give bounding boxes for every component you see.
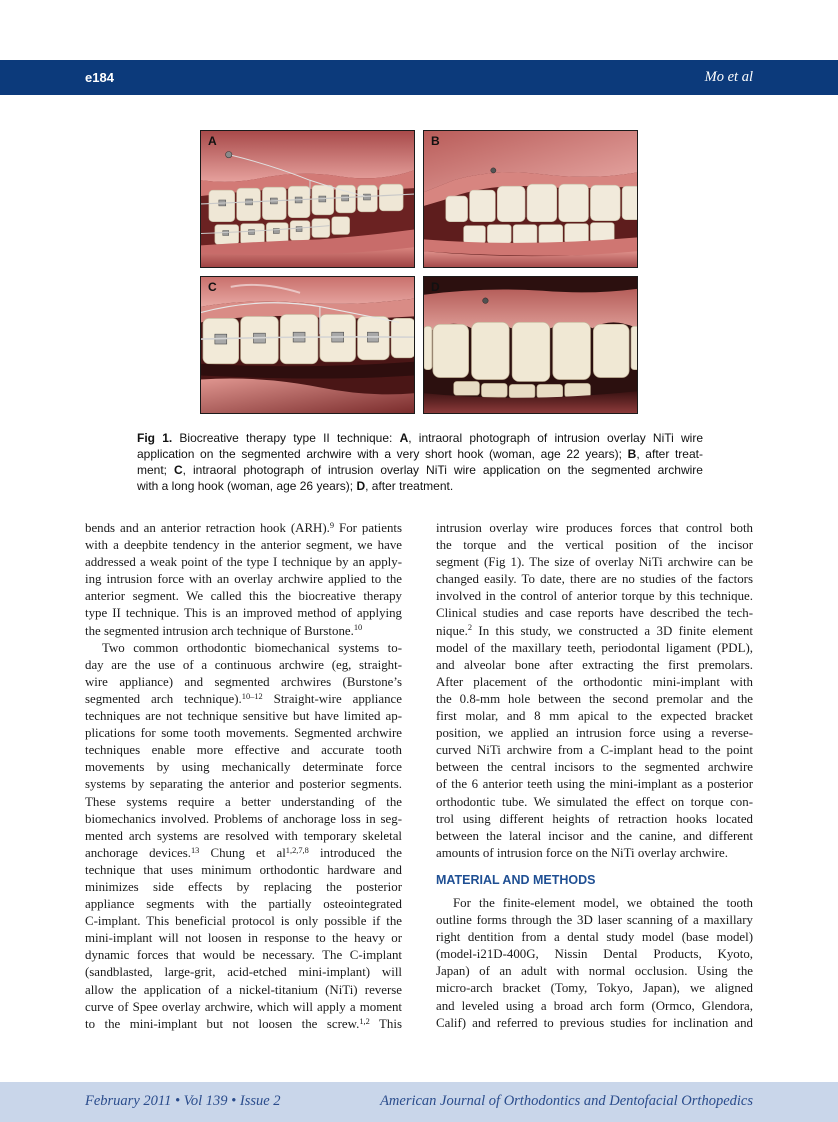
- text-line: [436, 725, 753, 742]
- text-run: trol using different heights of retraction hooks located: [436, 811, 753, 826]
- text-line: [85, 999, 402, 1016]
- text-run: to the mini-implant but not loosen the screw.: [85, 1016, 360, 1031]
- text-run: mini-implant will not loosen in response to the heavy or: [85, 931, 402, 946]
- text-line: [436, 520, 753, 537]
- text-run: introduced the: [308, 845, 402, 860]
- bold-run: C: [174, 463, 183, 477]
- text-run: and alveolar bone after extracting the first premolars.: [436, 657, 753, 672]
- header-bar: [0, 60, 838, 95]
- text-run: position, we applied an intrusion force using a reverse-: [436, 726, 753, 741]
- text-line: [436, 794, 753, 811]
- text-run: type II technique. This is an improved method of applying: [85, 606, 402, 621]
- text-run: techniques are not technique sensitive but have limited ap-: [85, 709, 402, 724]
- text-line: [85, 571, 402, 588]
- text-run: plications for some tooth movements. Segmented archwire: [85, 726, 402, 741]
- text-line: [85, 913, 402, 930]
- text-run: with a deepbite tendency in the anterior segment, we have: [85, 538, 402, 553]
- reference-superscript: 13: [190, 845, 200, 855]
- reference-superscript: 10: [353, 623, 363, 633]
- text-run: between the central incisors to the segmented archwire: [436, 760, 753, 775]
- text-run: the torque and the vertical position of the incisor: [436, 538, 753, 553]
- text-run: This: [369, 1016, 402, 1031]
- text-line: [436, 912, 753, 929]
- text-line: [85, 1016, 402, 1033]
- text-line: [436, 708, 753, 725]
- text-run: For patients: [334, 521, 402, 535]
- text-line: [436, 537, 753, 554]
- figure-panel-c: [200, 276, 415, 414]
- text-line: [436, 691, 753, 708]
- journal-name: American Journal of Orthodontics and Dentofacial Orthopedics: [380, 1093, 753, 1109]
- text-run: Calif) and referred to previous studies for inclination and: [436, 1015, 753, 1030]
- text-line: [436, 759, 753, 776]
- text-run: right dentition from a dental study model (base model): [436, 930, 753, 945]
- text-run: intrusion overlay wire produces forces that control both: [436, 521, 753, 535]
- text-line: [85, 554, 402, 571]
- text-run: and leveled using a broad arch form (Ormco, Glendora,: [436, 998, 753, 1013]
- text-run: addressed a weak point of the type I technique by an apply-: [85, 555, 402, 570]
- text-line: [436, 776, 753, 793]
- text-run: amounts of intrusion force on the NiTi overlay archwire.: [436, 845, 729, 860]
- text-run: first molar, and 8 mm apical to the expected bracket: [436, 709, 753, 724]
- bold-run: A: [399, 431, 409, 445]
- figure-panel-a: [200, 130, 415, 268]
- running-head: Mo et al: [704, 69, 753, 85]
- text-run: with a long hook (woman, age 26 years);: [137, 479, 357, 493]
- footer-band: [0, 1082, 838, 1122]
- reference-superscript: 1,2,7,8: [285, 845, 309, 855]
- text-line: [436, 963, 753, 980]
- text-line: [85, 947, 402, 964]
- text-run: (model-i21D-400G, Nissin Dental Products, Kyoto,: [436, 947, 753, 962]
- text-run: Two common orthodontic biomechanical systems to-: [102, 640, 402, 655]
- text-run: technique that uses minimum orthodontic hardware and: [85, 862, 402, 877]
- text-run: For the finite-element model, we obtained the tooth: [453, 895, 753, 910]
- figure-caption: [137, 430, 703, 494]
- reference-superscript: 2: [467, 623, 473, 633]
- text-line: [85, 708, 402, 725]
- text-line: [436, 845, 753, 862]
- text-run: mented arch systems are resolved with temporary skeletal: [85, 828, 402, 843]
- text-run: After placement of the orthodontic mini-implant with: [436, 674, 753, 689]
- text-line: [436, 998, 753, 1015]
- text-line: [85, 605, 402, 622]
- text-run: bends and an anterior retraction hook (ARH).: [85, 521, 330, 535]
- text-run: curve of Spee overlay archwire, which will apply a moment: [85, 999, 402, 1014]
- text-line: [85, 623, 402, 640]
- text-line: [436, 828, 753, 845]
- text-run: of the 6 anterior teeth using the mini-implant as a posterior: [436, 777, 753, 792]
- text-line: [436, 811, 753, 828]
- body-column-right: [436, 520, 753, 1032]
- text-run: nique.: [436, 623, 468, 638]
- text-run: Japan) of an adult with normal occlusion. Using the: [436, 964, 753, 979]
- text-run: changed easily. To date, there are no studies of the factors: [436, 572, 753, 587]
- text-line: [137, 462, 703, 478]
- text-run: allow the application of a nickel-titanium (NiTi) reverse: [85, 982, 402, 997]
- text-line: [85, 982, 402, 999]
- bold-run: D: [356, 479, 366, 493]
- text-run: model of the maxillary teeth, periodontal ligament (PDL),: [436, 640, 753, 655]
- text-line: [436, 554, 753, 571]
- text-run: systems by separating the anterior and posterior segments.: [85, 777, 402, 792]
- reference-superscript: 10–12: [241, 691, 263, 701]
- text-line: [85, 742, 402, 759]
- text-line: [85, 759, 402, 776]
- text-line: [436, 980, 753, 997]
- text-run: dynamic forces that would be necessary. The C-implant: [85, 948, 402, 963]
- body-column-left: [85, 520, 402, 1033]
- text-line: [85, 657, 402, 674]
- panel-label: B: [431, 134, 440, 148]
- text-line: [85, 520, 402, 537]
- text-line: [436, 657, 753, 674]
- text-run: Straight-wire appliance: [262, 691, 402, 706]
- text-line: [436, 895, 753, 912]
- text-run: , intraoral photograph of intrusion overlay NiTi wire: [408, 431, 704, 445]
- text-line: [436, 571, 753, 588]
- text-run: These systems require a better understanding of the: [85, 794, 402, 809]
- reference-superscript: 9: [329, 520, 335, 530]
- text-line: [85, 862, 402, 879]
- text-line: [436, 623, 753, 640]
- text-run: Chung et al: [199, 845, 286, 860]
- text-run: Clinical studies and case reports have described the tech-: [436, 606, 753, 621]
- text-run: day are the use of a continuous archwire (eg, straight-: [85, 657, 402, 672]
- text-line: [85, 845, 402, 862]
- section-heading: MATERIAL AND METHODS: [436, 872, 596, 887]
- text-run: wire appliance) and segmented archwires (Burstone’s: [85, 674, 402, 689]
- text-run: , after treat-: [636, 447, 703, 461]
- photo-c: [201, 277, 414, 413]
- text-line: [436, 742, 753, 759]
- text-line: [85, 691, 402, 708]
- panel-label: A: [208, 134, 217, 148]
- text-run: the 0.8-mm hole between the second premolar and the: [436, 691, 753, 706]
- photo-a: [201, 131, 414, 267]
- text-line: [85, 776, 402, 793]
- text-run: ment;: [137, 463, 174, 477]
- text-line: [85, 896, 402, 913]
- photo-d: [424, 277, 637, 413]
- text-line: [85, 588, 402, 605]
- text-line: [436, 1015, 753, 1032]
- text-line: [436, 946, 753, 963]
- text-run: micro-arch bracket (Tomy, Tokyo, Japan), we aligned: [436, 981, 753, 996]
- text-run: , intraoral photograph of intrusion overlay NiTi wire application on the segmented archwire: [182, 463, 703, 477]
- text-run: , after treatment.: [365, 479, 454, 493]
- text-line: [85, 811, 402, 828]
- text-run: orthodontic tube. We simulated the effect on torque con-: [436, 794, 753, 809]
- text-line: [85, 930, 402, 947]
- text-line: [85, 674, 402, 691]
- text-line: [137, 446, 703, 462]
- text-line: [85, 879, 402, 896]
- text-run: involved in the control of anterior torque by this technique.: [436, 589, 753, 604]
- text-line: [137, 430, 703, 446]
- text-line: [85, 725, 402, 742]
- text-run: outline forms through the 3D laser scanning of a maxillary: [436, 913, 753, 928]
- text-run: biomechanics involved. Problems of anchorage loss in seg-: [85, 811, 402, 826]
- text-line: [85, 537, 402, 554]
- text-run: the segmented intrusion arch technique of Burstone.: [85, 623, 354, 638]
- text-run: appliance segments with the partially osteointegrated: [85, 897, 402, 912]
- text-line: [436, 588, 753, 605]
- text-run: In this study, we constructed a 3D finite element: [472, 623, 753, 638]
- text-line: [85, 794, 402, 811]
- issue-info: February 2011 • Vol 139 • Issue 2: [85, 1093, 281, 1109]
- text-run: curved NiTi archwire from a C-implant head to the point: [436, 743, 753, 758]
- text-line: [436, 929, 753, 946]
- text-line: [436, 605, 753, 622]
- text-run: between the lateral incisor and the canine, and different: [436, 828, 753, 843]
- text-run: anterior segment. We called this the biocreative therapy: [85, 589, 402, 604]
- text-run: (sandblasted, large-grit, acid-etched mini-implant) will: [85, 965, 402, 980]
- figure-panel-b: [423, 130, 638, 268]
- text-run: ing intrusion force with an overlay archwire applied to the: [85, 572, 402, 587]
- text-run: C-implant. This beneficial protocol is only possible if the: [85, 914, 402, 929]
- text-line: [436, 674, 753, 691]
- text-run: Biocreative therapy type II technique:: [172, 431, 400, 445]
- reference-superscript: 1,2: [359, 1016, 370, 1026]
- text-line: [85, 964, 402, 981]
- panel-label: D: [431, 280, 440, 294]
- text-run: segment (Fig 1). The size of overlay NiTi archwire can be: [436, 555, 753, 570]
- bold-run: Fig 1.: [137, 431, 173, 445]
- page-number: e184: [85, 70, 114, 85]
- text-line: [436, 640, 753, 657]
- text-run: techniques enable more effective and accurate tooth: [85, 743, 402, 758]
- text-run: segmented arch technique).: [85, 691, 242, 706]
- text-line: [85, 828, 402, 845]
- text-line: [137, 478, 703, 494]
- text-run: minimizes side effects by replacing the posterior: [85, 879, 402, 894]
- text-line: [85, 640, 402, 657]
- text-run: anchorage devices.: [85, 845, 191, 860]
- text-run: movements by using mechanically determinate force: [85, 760, 402, 775]
- figure-panel-d: [423, 276, 638, 414]
- text-run: application on the segmented archwire with a very short hook (woman, age 22 years);: [137, 447, 628, 461]
- panel-label: C: [208, 280, 217, 294]
- bold-run: B: [627, 447, 637, 461]
- photo-b: [424, 131, 637, 267]
